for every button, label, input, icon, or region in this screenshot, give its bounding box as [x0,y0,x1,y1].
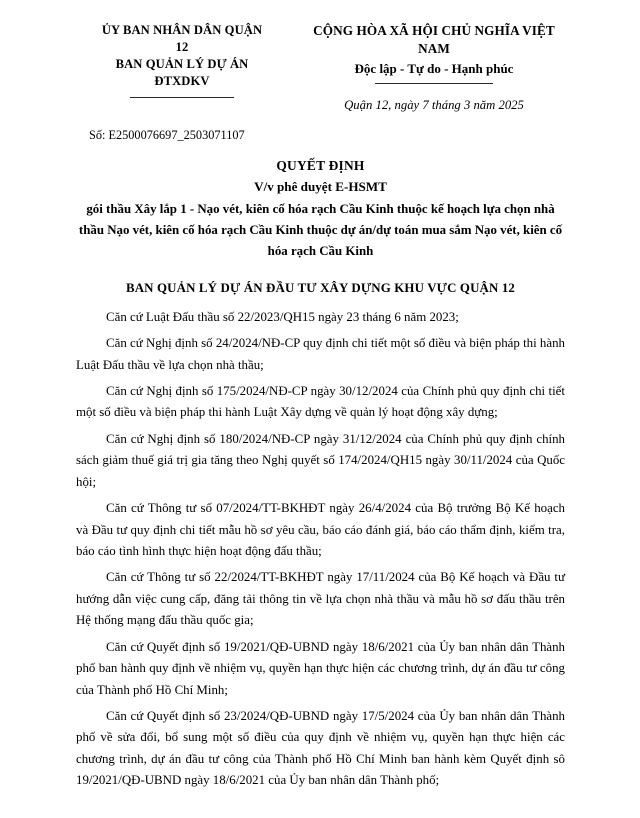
body-paragraph: Căn cứ Luật Đấu thầu số 22/2023/QH15 ngày 23 tháng 6 năm 2023; [106,309,459,324]
organization-line-1: ỦY BAN NHÂN DÂN QUẬN [101,23,263,37]
body-paragraph: Căn cứ Nghị định số 175/2024/NĐ-CP ngày 30/12/2024 của Chính phủ quy định chi tiết một số điều và biện pháp thi hành Luật Xây dựng về quản lý hoạt động xây dựng; [76,384,565,420]
place-and-date: Quận 12, ngày 7 tháng 3 năm 2025 [344,98,524,113]
document-title-block [76,156,565,262]
document-title: QUYẾT ĐỊNH [276,157,365,173]
national-title: CỘNG HÒA XÃ HỘI CHỦ NGHĨA VIỆT NAM [313,23,555,56]
body-paragraph: Căn cứ Quyết định số 19/2021/QĐ-UBND ngày 18/6/2021 của Ủy ban nhân dân Thành phố ban hành quy định về nhiệm vụ, quyền hạn thực hiện các chương trình, dự án đầu tư công của Thành phố Hồ Chí Minh; [76,639,565,697]
organization-line-2: 12 [175,39,189,54]
body-paragraph: Căn cứ Nghị định số 24/2024/NĐ-CP quy định chi tiết một số điều và biện pháp thi hành Luật Đấu thầu về lựa chọn nhà thầu; [76,336,565,372]
document-header [76,22,565,114]
issuing-authority: BAN QUẢN LÝ DỰ ÁN ĐẦU TƯ XÂY DỰNG KHU VỰC QUẬN 12 [125,280,516,295]
body-paragraph: Căn cứ Quyết định số 23/2024/QĐ-UBND ngày 17/5/2024 của Ủy ban nhân dân Thành phố về sửa đổi, bổ sung một số điều của quy định về nhiệm vụ, quyền hạn thực hiện các chương trình, dự án đầu tư công của Thành phố Hồ Chí Minh ban hành kèm Quyết định sô 19/2021/QĐ-UBND ngày 18/6/2021 của Ủy ban nhân dân Thành phố; [76,708,565,788]
document-number: Số: E2500076697_2503071107 [89,127,245,142]
national-heading-block [303,22,565,114]
document-subject-detail: gói thầu Xây lắp 1 - Nạo vét, kiên cố hóa rạch Cầu Kinh thuộc kế hoạch lựa chọn nhà thầu Nạo vét, kiên cố hóa rạch Cầu Kinh thuộc dự án/dự toán mua sắm Nạo vét, kiên cố hóa rạch Cầu Kinh [78,201,563,258]
organization-line-4: ĐTXDKV [154,73,210,88]
document-subject-prefix: V/v phê duyệt E-HSMT [254,178,387,194]
document-body [76,307,565,792]
organization-line-3: BAN QUẢN LÝ DỰ ÁN [115,56,249,71]
body-paragraph: Căn cứ Thông tư số 07/2024/TT-BKHĐT ngày 26/4/2024 của Bộ trưởng Bộ Kế hoạch và Đầu tư quy định chi tiết mẫu hồ sơ yêu cầu, báo cáo đánh giá, báo cáo thẩm định, kiểm tra, báo cáo tình hình thực hiện hoạt động đấu thầu; [76,501,565,558]
national-motto: Độc lập - Tự do - Hạnh phúc [354,60,514,76]
issuing-organization-block [76,22,288,98]
motto-divider [375,83,493,84]
body-paragraph: Căn cứ Nghị định số 180/2024/NĐ-CP ngày 31/12/2024 của Chính phủ quy định chính sách giảm thuế giá trị gia tăng theo Nghị quyết số 174/2024/QH15 ngày 30/11/2024 của Quốc hội; [76,431,565,489]
organization-divider [130,97,234,98]
body-paragraph: Căn cứ Thông tư số 22/2024/TT-BKHĐT ngày 17/11/2024 của Bộ Kế hoạch và Đầu tư hướng dẫn việc cung cấp, đăng tải thông tin về lựa chọn nhà thầu và mẫu hồ sơ đấu thầu trên Hệ thống mạng đấu thầu quốc gia; [76,570,565,628]
